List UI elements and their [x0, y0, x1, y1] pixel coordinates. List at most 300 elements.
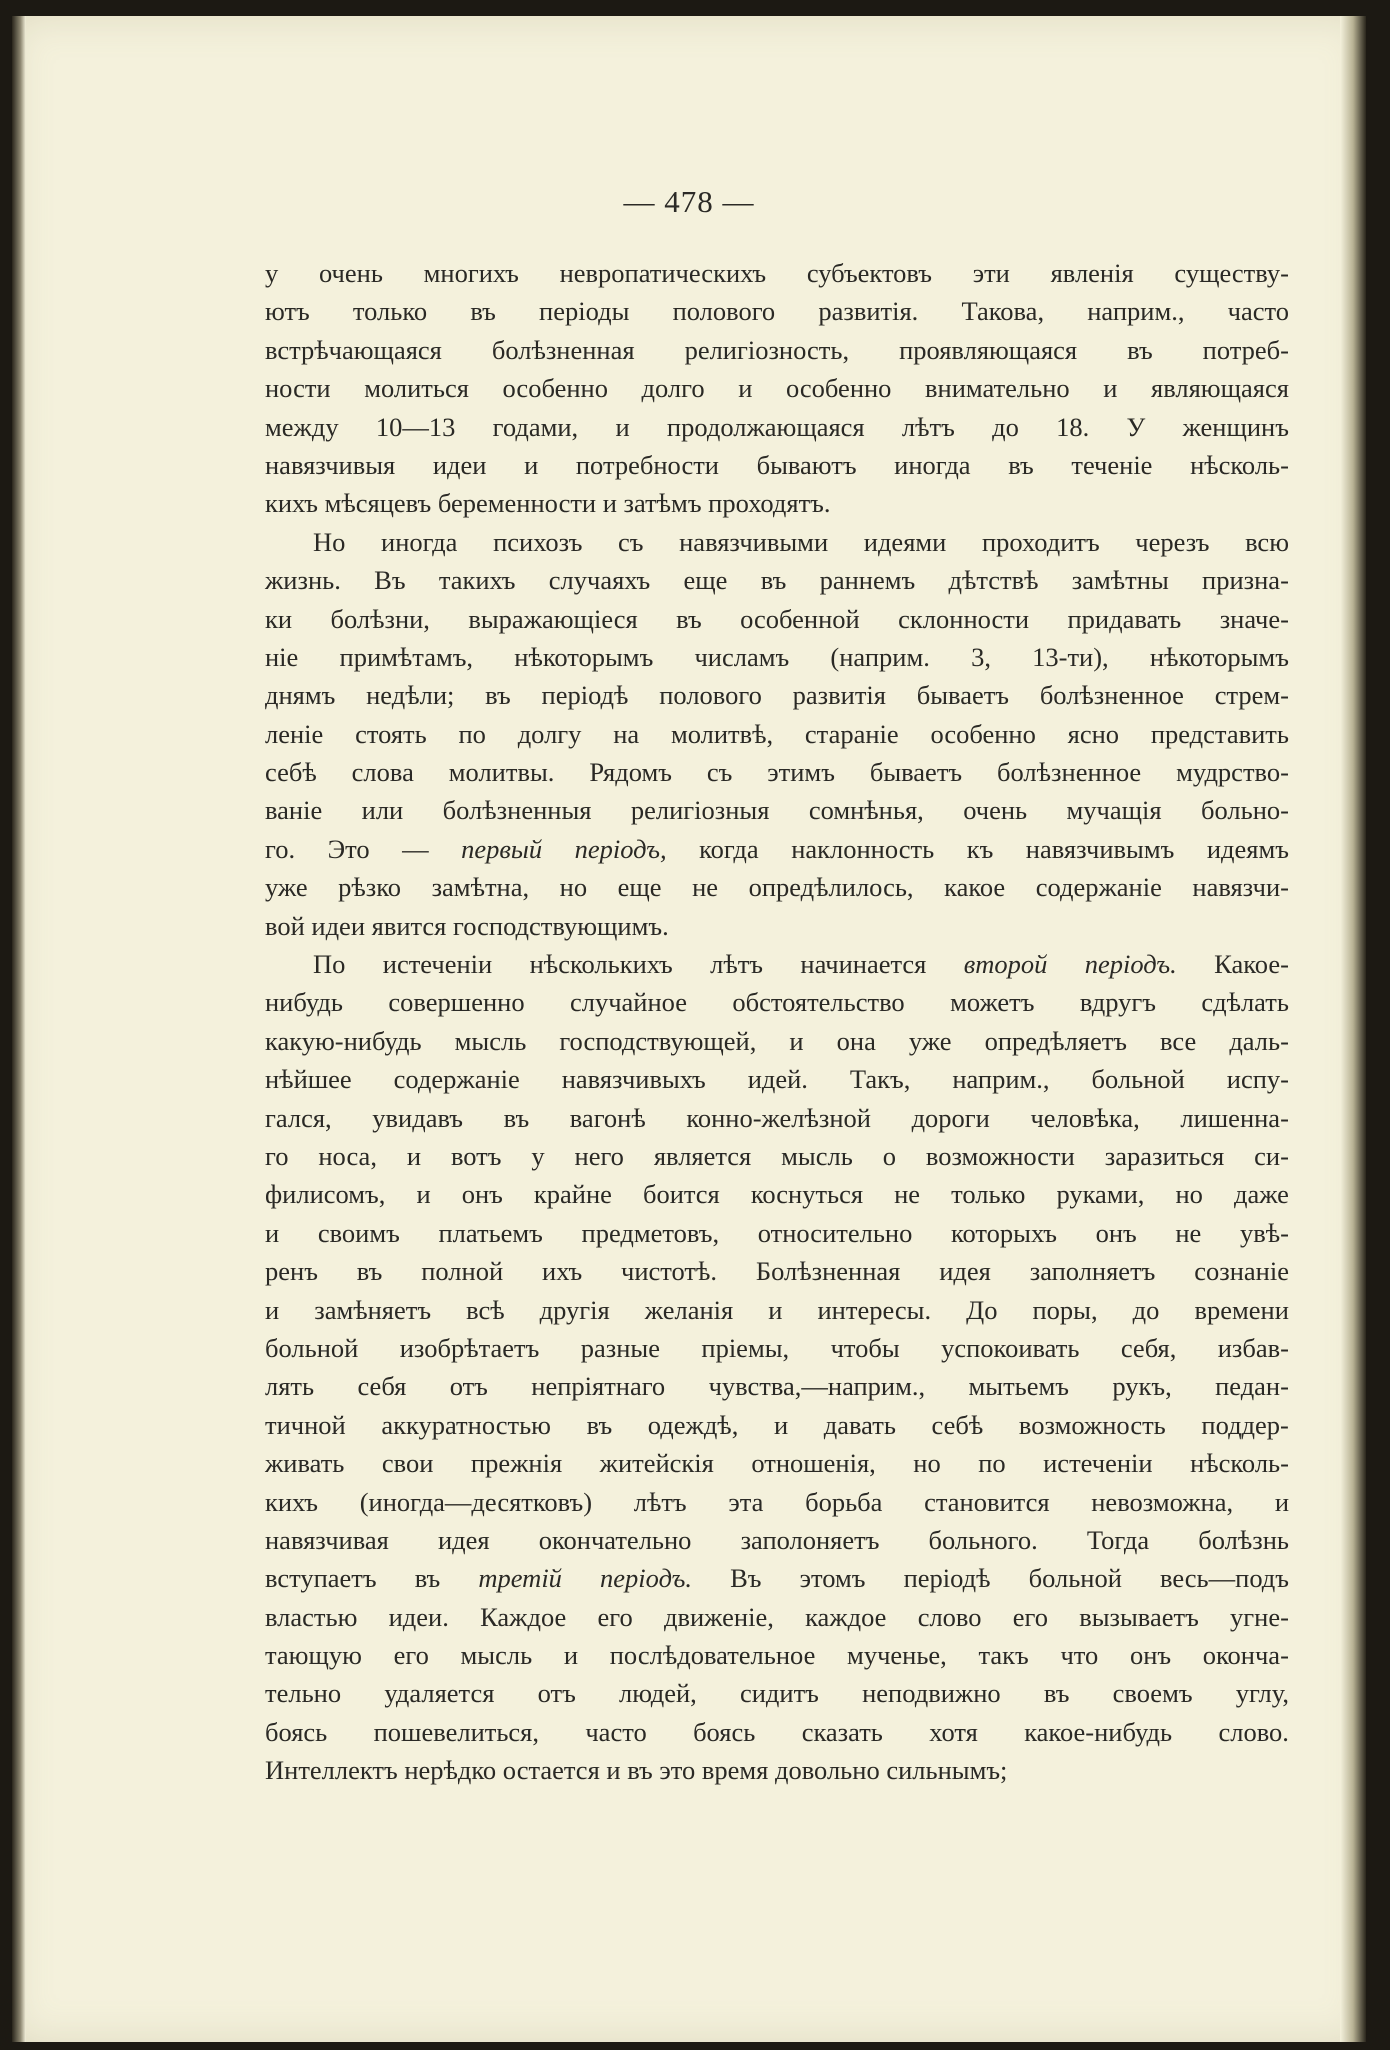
- word: многихъ: [423, 258, 519, 288]
- word: явленія: [1050, 258, 1134, 288]
- word: времени: [1194, 1294, 1289, 1325]
- word: въ: [485, 680, 511, 711]
- word: нѣсколь-: [1190, 449, 1289, 480]
- word: второй: [963, 949, 1048, 980]
- text-line: [265, 676, 1289, 714]
- word: 18.: [1056, 411, 1090, 442]
- word: интересы.: [817, 1294, 932, 1325]
- word: людей,: [619, 1678, 697, 1709]
- word: гался,: [265, 1102, 332, 1133]
- text-line: [265, 1291, 1289, 1329]
- word: стрем-: [1214, 680, 1289, 711]
- word: до: [1132, 1294, 1160, 1325]
- word: свои: [381, 1448, 434, 1479]
- word: только: [352, 296, 428, 327]
- word: періодъ,: [574, 833, 667, 864]
- word: особенно: [502, 373, 608, 404]
- word: сдѣлать: [1201, 987, 1289, 1018]
- paragraph: [265, 254, 1289, 523]
- word: больно-: [1201, 795, 1289, 826]
- text-line: [265, 868, 1289, 906]
- word: вой: [265, 910, 305, 941]
- text-line: [265, 1713, 1289, 1751]
- word: придавать: [1067, 603, 1182, 634]
- word: иногда: [894, 449, 971, 480]
- text-line: [265, 1483, 1289, 1521]
- word: время: [701, 1755, 769, 1786]
- word: сказать: [801, 1716, 883, 1747]
- word: явится: [371, 910, 447, 941]
- text-line: [265, 1559, 1289, 1597]
- word: въ: [586, 1409, 613, 1440]
- word: лѣтъ: [633, 1486, 687, 1517]
- word: сомнѣнья,: [808, 795, 924, 826]
- word: представить: [1150, 718, 1289, 749]
- word: вызываетъ: [1079, 1601, 1199, 1632]
- word: уже: [265, 872, 308, 903]
- word: отъ: [449, 1371, 488, 1402]
- word: оконча-: [1202, 1640, 1289, 1671]
- word: проходитъ: [981, 526, 1100, 557]
- word: 13-ти),: [1032, 641, 1109, 672]
- word: которыхъ: [951, 1217, 1057, 1248]
- text-line: [265, 753, 1289, 791]
- word: больного.: [928, 1524, 1038, 1555]
- word: ренъ: [265, 1256, 318, 1287]
- word: религіозныя: [630, 795, 770, 826]
- word: хотя: [929, 1716, 978, 1747]
- word: заразиться: [1104, 1140, 1225, 1171]
- word: эта: [728, 1486, 764, 1517]
- word: (иногда—десятковъ): [359, 1486, 593, 1517]
- word: случаяхъ: [548, 565, 651, 596]
- word: больной: [1091, 1064, 1185, 1095]
- word: лишенна-: [1180, 1102, 1289, 1133]
- word: такихъ: [438, 565, 516, 596]
- word: невропатическихъ: [559, 258, 767, 288]
- word: являющаяся: [1151, 373, 1289, 404]
- word: идеи: [311, 910, 365, 941]
- word: руками,: [1056, 1179, 1145, 1210]
- text-line: [265, 1751, 1289, 1789]
- word: часто: [1227, 296, 1289, 327]
- word: когда: [699, 833, 759, 864]
- word: и: [738, 373, 753, 404]
- word: и: [265, 1217, 280, 1248]
- word: нибудь: [265, 987, 343, 1018]
- page-left-edge-shadow: [12, 16, 26, 2042]
- word: тающую: [265, 1640, 362, 1671]
- word: но: [559, 872, 588, 903]
- word: не: [1175, 1217, 1202, 1248]
- word: молитвы.: [448, 757, 555, 788]
- word: продолжающаяся: [666, 411, 865, 442]
- text-line: [265, 1674, 1289, 1712]
- word: сознаніе: [1194, 1256, 1289, 1287]
- text-line: [265, 331, 1289, 369]
- word: внимательно: [925, 373, 1070, 404]
- word: ки: [265, 603, 293, 634]
- word: не: [894, 1179, 921, 1210]
- word: болѣзненная: [491, 334, 635, 365]
- word: развитія: [792, 680, 886, 711]
- word: кихъ: [265, 1486, 318, 1517]
- word: невозможна,: [1091, 1486, 1234, 1517]
- word: годами,: [492, 411, 579, 442]
- text-line: [265, 292, 1289, 330]
- text-line: [265, 1406, 1289, 1444]
- word: съ: [618, 526, 644, 557]
- word: къ: [966, 833, 994, 864]
- text-line: [265, 408, 1289, 446]
- word: полового: [672, 296, 776, 327]
- word: еще: [617, 872, 662, 903]
- page-right-edge-shadow: [1340, 16, 1366, 2042]
- word: боится: [642, 1179, 720, 1210]
- word: 3,: [971, 641, 991, 672]
- word: его: [1012, 1601, 1048, 1632]
- word: проходятъ.: [708, 488, 831, 519]
- text-line: [265, 715, 1289, 753]
- word: идея: [939, 1256, 991, 1287]
- word: вступаетъ: [265, 1563, 377, 1594]
- word: не: [692, 872, 719, 903]
- text-line: [265, 830, 1289, 868]
- word: опредѣляетъ: [984, 1025, 1127, 1056]
- word: нерѣдко: [404, 1755, 497, 1786]
- word: стоять: [355, 718, 427, 749]
- word: и: [563, 1640, 579, 1671]
- word: нѣкоторымъ: [514, 641, 654, 672]
- word: разные: [580, 1332, 660, 1363]
- word: такъ: [978, 1640, 1029, 1671]
- word: и: [615, 411, 630, 442]
- word: ясно: [1067, 718, 1120, 749]
- word: наклонность: [791, 833, 935, 864]
- word: съ: [706, 757, 733, 788]
- word: заполоняетъ: [740, 1524, 880, 1555]
- word: женщинъ: [1182, 411, 1289, 442]
- text-line: [265, 983, 1289, 1021]
- word: послѣдовательное: [609, 1640, 816, 1671]
- text-line: [265, 638, 1289, 676]
- page-number: — 478 —: [623, 184, 755, 219]
- word: въ: [1127, 334, 1153, 365]
- text-line: [265, 1060, 1289, 1098]
- word: болѣзни,: [330, 603, 430, 634]
- word: опредѣлилось,: [748, 872, 914, 903]
- word: леніе: [265, 718, 324, 749]
- word: вдругъ: [1079, 987, 1156, 1018]
- word: (наприм.: [830, 641, 930, 672]
- word: рукъ,: [1112, 1371, 1172, 1402]
- word: въ: [470, 296, 496, 327]
- word: слово: [917, 1601, 982, 1632]
- word: идеями: [863, 526, 947, 557]
- word: дороги: [911, 1102, 990, 1133]
- word: жизнь.: [265, 565, 341, 596]
- word: испу-: [1226, 1064, 1289, 1095]
- text-line: [265, 1137, 1289, 1175]
- word: психозъ: [493, 526, 583, 557]
- word: полового: [659, 680, 762, 711]
- word: замѣтна,: [431, 872, 530, 903]
- text-line: [265, 1214, 1289, 1252]
- word: религіозность,: [684, 334, 850, 365]
- word: субъектовъ: [806, 258, 932, 288]
- word: Но: [313, 526, 346, 557]
- word: До: [966, 1294, 998, 1325]
- word: онъ: [461, 1179, 503, 1210]
- word: нѣсколь-: [1190, 1448, 1289, 1479]
- word: становится: [924, 1486, 1050, 1517]
- word: тельно: [265, 1678, 342, 1709]
- word: примѣтамъ,: [339, 641, 474, 672]
- text-line: [265, 1329, 1289, 1367]
- word: наприм.,: [1087, 296, 1185, 327]
- word: непріятнаго: [531, 1371, 666, 1402]
- word: житейскія: [599, 1448, 714, 1479]
- text-line: [265, 369, 1289, 407]
- word: между: [265, 411, 339, 442]
- word: она: [836, 1025, 876, 1056]
- word: сильнымъ;: [886, 1755, 1008, 1786]
- word: 10—13: [375, 411, 456, 442]
- word: склонности: [898, 603, 1030, 634]
- word: желанія: [644, 1294, 734, 1325]
- word: носа,: [318, 1140, 377, 1171]
- word: мучащія: [1066, 795, 1162, 826]
- word: и: [416, 1179, 431, 1210]
- word: и: [768, 1294, 783, 1325]
- word: долго: [641, 373, 705, 404]
- word: навязчивыхъ: [561, 1064, 706, 1095]
- text-line: [265, 1099, 1289, 1137]
- word: удаляется: [384, 1678, 495, 1709]
- word: боясь: [693, 1716, 756, 1747]
- word: или: [361, 795, 404, 826]
- word: замѣтны: [1071, 565, 1169, 596]
- word: въ: [627, 1755, 653, 1786]
- word: навязчивая: [265, 1524, 389, 1555]
- word: болѣзненныя: [442, 795, 592, 826]
- word: ности: [265, 373, 331, 404]
- word: платьемъ: [438, 1217, 543, 1248]
- word: коснуться: [750, 1179, 864, 1210]
- word: ихъ: [542, 1256, 583, 1287]
- word: въ: [414, 1563, 441, 1594]
- word: относительно: [757, 1217, 913, 1248]
- word: нѣйшее: [265, 1064, 352, 1095]
- word: каждое: [805, 1601, 887, 1632]
- word: человѣка,: [1030, 1102, 1140, 1133]
- word: его: [393, 1640, 429, 1671]
- word: него: [574, 1140, 624, 1171]
- word: сидитъ: [739, 1678, 819, 1709]
- text-line: [265, 254, 1289, 292]
- word: бываютъ: [756, 449, 857, 480]
- word: какое: [944, 872, 1006, 903]
- word: до: [992, 411, 1019, 442]
- word: Въ: [374, 565, 406, 596]
- word: возможности: [925, 1140, 1075, 1171]
- word: увидавъ: [372, 1102, 464, 1133]
- word: Интеллектъ: [265, 1755, 398, 1786]
- word: все: [1160, 1025, 1197, 1056]
- word: еще: [683, 565, 728, 596]
- word: кихъ: [265, 488, 318, 519]
- book-page: [12, 16, 1366, 2042]
- word: отъ: [537, 1678, 576, 1709]
- word: уже: [908, 1025, 952, 1056]
- word: го: [265, 1140, 289, 1171]
- word: по: [458, 718, 486, 749]
- word: является: [653, 1140, 752, 1171]
- word: періодѣ: [903, 1563, 991, 1594]
- word: пріемы,: [701, 1332, 790, 1363]
- word: увѣ-: [1239, 1217, 1289, 1248]
- word: черезъ: [1135, 526, 1210, 557]
- word: довольно: [774, 1755, 880, 1786]
- word: остается: [502, 1755, 600, 1786]
- word: какое-нибудь: [1024, 1716, 1173, 1747]
- word: въ: [1008, 449, 1034, 480]
- word: слово.: [1218, 1716, 1289, 1747]
- word: изобрѣтаетъ: [399, 1332, 540, 1363]
- text-line: [265, 523, 1289, 561]
- word: и: [1274, 1486, 1289, 1517]
- word: си-: [1254, 1140, 1289, 1171]
- word: мытьемъ: [968, 1371, 1069, 1402]
- word: это: [659, 1755, 696, 1786]
- word: полной: [421, 1256, 504, 1287]
- word: даль-: [1229, 1025, 1289, 1056]
- word: въ: [760, 565, 787, 596]
- word: всю: [1245, 526, 1289, 557]
- word: навязчи-: [1192, 872, 1289, 903]
- word: значе-: [1219, 603, 1289, 634]
- word: ваніе: [265, 795, 323, 826]
- word: идеи: [432, 449, 487, 480]
- text-line: [265, 1444, 1289, 1482]
- word: лять: [265, 1371, 315, 1402]
- text-line: [265, 484, 1289, 522]
- word: себѣ: [931, 1409, 984, 1440]
- word: особенно: [930, 718, 1036, 749]
- word: прежнія: [470, 1448, 563, 1479]
- word: особенно: [786, 373, 892, 404]
- word: другія: [539, 1294, 610, 1325]
- word: больной: [1028, 1563, 1122, 1594]
- word: —: [402, 833, 429, 864]
- word: властью: [265, 1601, 358, 1632]
- word: нѣкоторымъ: [1149, 641, 1289, 672]
- word: истеченіи: [1043, 1448, 1153, 1479]
- word: случайное: [569, 987, 688, 1018]
- word: въ: [676, 603, 702, 634]
- word: но: [913, 1448, 941, 1479]
- word: истеченіи: [382, 949, 493, 980]
- word: затѣмъ: [623, 488, 702, 519]
- word: стараніе: [804, 718, 899, 749]
- word: и: [406, 1140, 422, 1171]
- word: нѣсколькихъ: [529, 949, 673, 980]
- word: мысль: [454, 1025, 527, 1056]
- word: беременности: [437, 488, 597, 519]
- word: этимъ: [767, 757, 835, 788]
- word: чистотѣ.: [621, 1256, 718, 1287]
- word: въ: [503, 1102, 530, 1133]
- word: очень: [318, 258, 383, 288]
- word: угне-: [1230, 1601, 1289, 1632]
- word: третій: [478, 1563, 562, 1594]
- word: замѣняетъ: [314, 1294, 432, 1325]
- word: лѣтъ: [710, 949, 763, 980]
- word: наприм.,: [952, 1064, 1050, 1095]
- word: долгу: [517, 718, 582, 749]
- text-line: [265, 561, 1289, 599]
- text-line: [265, 1521, 1289, 1559]
- word: поры,: [1032, 1294, 1098, 1325]
- word: у: [531, 1140, 545, 1171]
- text-line: [265, 945, 1289, 983]
- word: встрѣчающаяся: [265, 334, 442, 365]
- word: себя,: [1120, 1332, 1177, 1363]
- word: дѣтствѣ: [948, 565, 1039, 596]
- word: чувства,—наприм.,: [708, 1371, 926, 1402]
- word: мученье,: [847, 1640, 947, 1671]
- word: его: [597, 1601, 633, 1632]
- word: этомъ: [799, 1563, 866, 1594]
- word: навязчивымъ: [1025, 833, 1175, 864]
- paragraph: [265, 523, 1289, 945]
- word: обстоятельство: [732, 987, 905, 1018]
- word: го.: [265, 833, 296, 864]
- word: слова: [351, 757, 414, 788]
- word: бываетъ: [869, 757, 963, 788]
- word: своемъ: [1112, 1678, 1193, 1709]
- word: ютъ: [265, 296, 310, 327]
- word: и: [602, 488, 617, 519]
- word: крайне: [533, 1179, 612, 1210]
- word: отношенія,: [751, 1448, 876, 1479]
- word: неподвижно: [862, 1678, 1001, 1709]
- word: молиться: [364, 373, 469, 404]
- text-line: [265, 600, 1289, 638]
- word: филисомъ,: [265, 1179, 386, 1210]
- word: какую-нибудь: [265, 1025, 422, 1056]
- word: можетъ: [950, 987, 1035, 1018]
- word: и: [789, 1025, 804, 1056]
- word: по: [978, 1448, 1006, 1479]
- word: проявляющаяся: [899, 334, 1078, 365]
- word: только: [951, 1179, 1026, 1210]
- word: и: [1103, 373, 1118, 404]
- word: движеніе,: [664, 1601, 774, 1632]
- word: Такова,: [961, 296, 1045, 327]
- word: себѣ: [265, 757, 317, 788]
- word: лѣтъ: [901, 411, 955, 442]
- word: избав-: [1217, 1332, 1289, 1363]
- text-line: [265, 1636, 1289, 1674]
- word: бываетъ: [916, 680, 1010, 711]
- word: выражающіеся: [468, 603, 638, 634]
- word: окончательно: [538, 1524, 692, 1555]
- word: содержаніе: [393, 1064, 520, 1095]
- word: на: [613, 718, 640, 749]
- word: потреб-: [1202, 334, 1289, 365]
- word: Рядомъ: [589, 757, 672, 788]
